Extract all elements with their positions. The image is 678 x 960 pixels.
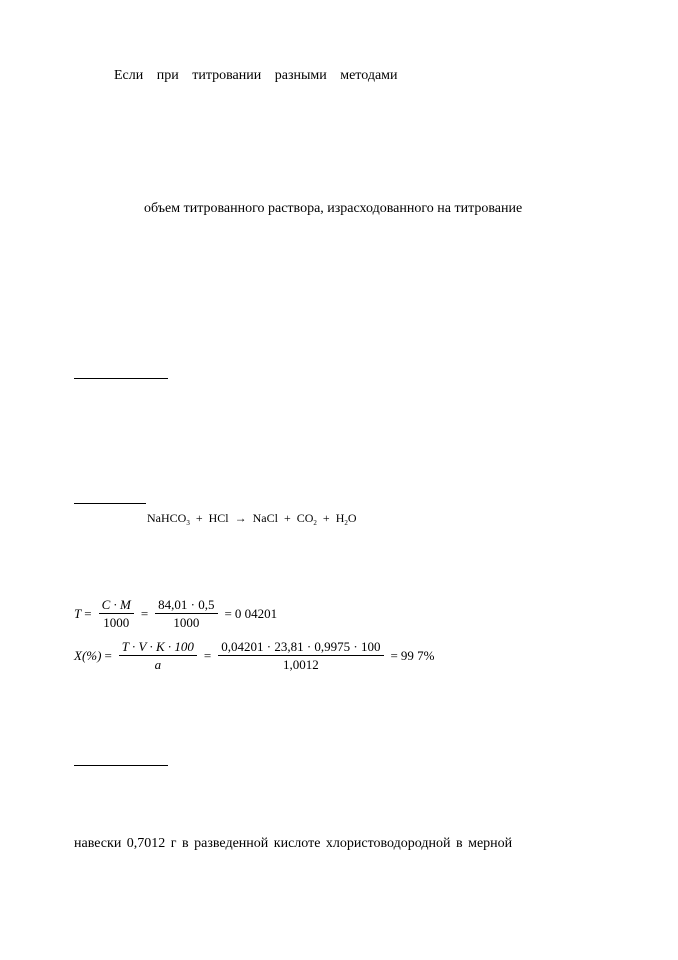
footnote-rule-3 xyxy=(74,765,168,766)
fraction-denominator: a xyxy=(154,657,162,672)
plus-sign: + xyxy=(283,511,291,525)
paragraph-line-3: навески 0,7012 г в разведенной кислоте хлористоводородной в мерной xyxy=(74,836,513,851)
fraction-denominator: 1000 xyxy=(103,615,130,630)
fraction-numerator: 0,04201 · 23,81 · 0,9975 · 100 xyxy=(218,639,383,656)
paragraph-line-2: объем титрованного раствора, израсходованного на титрование xyxy=(144,201,523,216)
plus-sign: + xyxy=(322,511,330,525)
plus-sign: + xyxy=(195,511,203,525)
footnote-rule-2 xyxy=(74,503,146,504)
fraction-numerator: T · V · K · 100 xyxy=(119,639,197,656)
footnote-rule-1 xyxy=(74,378,168,379)
product-water: $H_2O$ xyxy=(335,511,357,527)
reactant-sodium-bicarbonate: NaHCO$_3$ xyxy=(147,511,190,527)
reactant-hcl: HCl xyxy=(208,511,229,525)
equals-sign: = xyxy=(390,647,398,663)
fraction-formula xyxy=(99,597,134,630)
equals-sign: = xyxy=(224,605,232,621)
fraction-denominator: 1000 xyxy=(173,615,200,630)
equation-result: 0 04201 xyxy=(234,605,278,621)
fraction-numerator: C · M xyxy=(99,597,134,614)
fraction-values xyxy=(155,597,217,630)
fraction-formula xyxy=(119,639,197,672)
equals-sign: = xyxy=(140,605,149,621)
paragraph-line-1: Если при титровании разными методами xyxy=(114,68,398,83)
fraction-denominator: 1,0012 xyxy=(283,657,319,672)
equals-sign: = xyxy=(84,605,92,621)
fraction-numerator: 84,01 · 0,5 xyxy=(155,597,217,614)
chemical-reaction-equation xyxy=(147,511,357,527)
product-co2: $CO_2$ xyxy=(296,511,317,527)
equals-sign: = xyxy=(203,647,212,663)
reaction-arrow-icon: → xyxy=(234,511,247,525)
equals-sign: = xyxy=(104,647,112,663)
equation-lhs: X(%) xyxy=(74,647,102,663)
fraction-values xyxy=(218,639,383,672)
equation-result: 99 7% xyxy=(400,647,435,663)
titer-equation xyxy=(74,597,277,630)
equation-lhs: T xyxy=(74,605,82,621)
percent-content-equation xyxy=(74,639,434,672)
product-nacl: NaCl xyxy=(252,511,278,525)
